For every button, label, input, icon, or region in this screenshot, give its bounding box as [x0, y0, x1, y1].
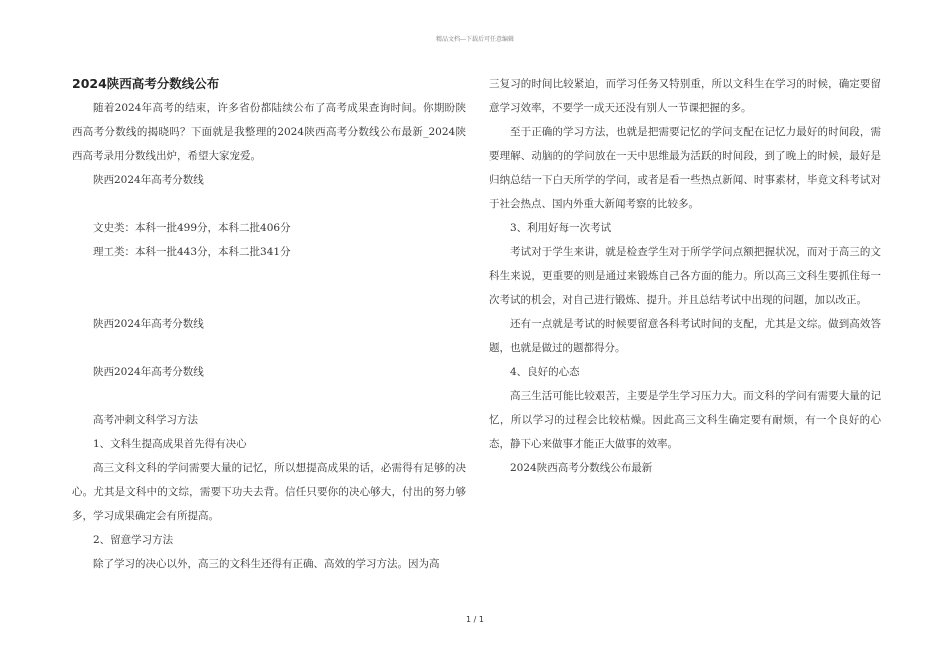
spacer [72, 336, 466, 360]
subheading-exams: 3、利用好每一次考试 [510, 222, 612, 234]
section-heading: 陕西2024年高考分数线 [93, 318, 204, 330]
right-column [489, 72, 881, 480]
body-paragraph: 至于正确的学习方法，也就是把需要记忆的学问支配在记忆力最好的时间段，需要理解、动脑的的学问放在一天中思维最为活跃的时间段，到了晚上的时候，最好是归纳总结一下白天所学的学问，或者是看一些热点新闻、时事素材，毕竟文科考试对于社会热点、国内外重大新闻考察的比较多。 [489, 126, 881, 210]
body-paragraph: 高三生活可能比较艰苦，主要是学生学习压力大。而文科的学问有需要大量的记忆，所以学习的过程会比较枯燥。因此高三文科生确定要有耐烦，有一个良好的心态，静下心来做事才能正大做事的效率。 [489, 390, 881, 450]
score-science: 理工类：本科一批443分，本科二批341分 [93, 246, 291, 258]
spacer [72, 264, 466, 312]
document-title: 2024陕西高考分数线公布 [72, 76, 220, 91]
subheading-mindset: 4、良好的心态 [510, 366, 580, 378]
body-paragraph: 除了学习的决心以外，高三的文科生还得有正确、高效的学习方法。因为高 [93, 558, 440, 570]
spacer [72, 384, 466, 408]
section-heading: 陕西2024年高考分数线 [93, 366, 204, 378]
closing-line: 2024陕西高考分数线公布最新 [510, 462, 653, 474]
body-paragraph: 还有一点就是考试的时候要留意各科考试时间的支配，尤其是文综。做到高效答题，也就是做过的题都得分。 [489, 318, 881, 354]
section-heading: 高考冲刺文科学习方法 [93, 414, 198, 426]
body-paragraph: 高三文科文科的学问需要大量的记忆，所以想提高成果的话，必需得有足够的决心。尤其是文科中的文综，需要下功夫去背。信任只要你的决心够大，付出的努力够多，学习成果确定会有所提高。 [72, 462, 466, 522]
body-paragraph: 考试对于学生来讲，就是检查学生对于所学学问点额把握状况，而对于高三的文科生来说，更重要的则是通过来锻炼自己各方面的能力。所以高三文科生要抓住每一次考试的机会，对自己进行锻炼、提升。并且总结考试中出现的问题，加以改正。 [489, 246, 881, 306]
page-header: 精品文档---下载后可任意编辑 [435, 36, 515, 43]
left-column [72, 72, 466, 576]
spacer [72, 192, 466, 216]
body-paragraph-continued: 三复习的时间比较紧迫，而学习任务又特别重，所以文科生在学习的时候，确定要留意学习效率，不要学一成天还没有别人一节课把握的多。 [489, 78, 881, 114]
section-heading: 陕西2024年高考分数线 [93, 174, 204, 186]
page-number: 1 / 1 [466, 615, 484, 624]
intro-paragraph: 随着2024年高考的结束，许多省份都陆续公布了高考成果查询时间。你期盼陕西高考分数线的揭晓吗？下面就是我整理的2024陕西高考分数线公布最新_2024陕西高考录用分数线出炉，希望大家宠爱。 [72, 102, 466, 162]
subheading-determination: 1、文科生提高成果首先得有决心 [93, 438, 247, 450]
subheading-methods: 2、留意学习方法 [93, 534, 174, 546]
score-liberal-arts: 文史类：本科一批499分，本科二批406分 [93, 222, 291, 234]
